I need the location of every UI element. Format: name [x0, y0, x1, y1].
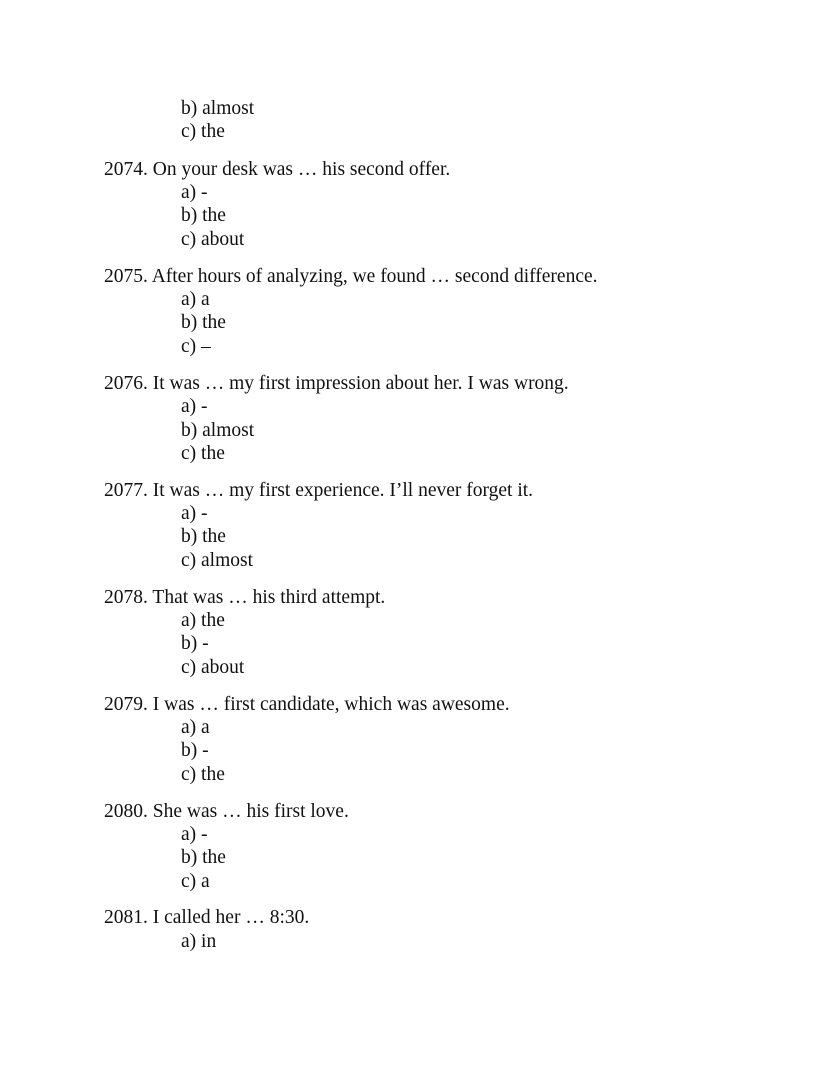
option-c [181, 335, 211, 358]
option-letter: a) [181, 610, 197, 631]
option-text: - [202, 633, 209, 654]
option-text: the [201, 121, 225, 142]
option-text: the [202, 205, 226, 226]
question-text: On your desk was … his second offer. [152, 159, 451, 180]
option-text: almost [202, 98, 255, 119]
question-text: After hours of analyzing, we found … second difference. [151, 266, 598, 287]
option-letter: a) [181, 182, 197, 203]
question-text: I called her … 8:30. [152, 907, 310, 928]
option-letter: b) [181, 312, 198, 333]
question-number: 2079. [104, 694, 148, 715]
option-letter: a) [181, 289, 197, 310]
option-letter: c) [181, 657, 197, 678]
option-c [181, 549, 253, 572]
option-letter: c) [181, 443, 197, 464]
option-a [181, 395, 208, 418]
option-letter: c) [181, 764, 197, 785]
option-letter: c) [181, 336, 197, 357]
question-number: 2078. [104, 587, 148, 608]
option-letter: b) [181, 847, 198, 868]
option-letter: b) [181, 98, 198, 119]
question-2075 [104, 265, 598, 288]
option-letter: a) [181, 396, 197, 417]
option-letter: c) [181, 550, 197, 571]
question-2076 [104, 372, 569, 395]
question-2078 [104, 586, 385, 609]
question-text: It was … my first experience. I’ll never forget it. [152, 480, 534, 501]
option-text: almost [201, 550, 254, 571]
option-letter: a) [181, 931, 197, 952]
option-b [181, 204, 226, 227]
option-c [181, 442, 225, 465]
option-b [181, 739, 209, 762]
option-letter: c) [181, 121, 197, 142]
option-b [181, 97, 254, 120]
option-b [181, 419, 254, 442]
option-text: the [201, 764, 225, 785]
option-text: a [201, 289, 210, 310]
question-text: She was … his first love. [152, 801, 349, 822]
question-text: It was … my first impression about her. I was wrong. [152, 373, 569, 394]
option-c [181, 228, 244, 251]
option-text: the [201, 610, 225, 631]
option-letter: b) [181, 740, 198, 761]
option-text: - [202, 740, 209, 761]
option-letter: c) [181, 871, 197, 892]
question-2077 [104, 479, 533, 502]
option-b [181, 632, 209, 655]
option-a [181, 823, 208, 846]
option-a [181, 502, 208, 525]
option-c [181, 656, 244, 679]
question-2080 [104, 800, 349, 823]
question-text: That was … his third attempt. [152, 587, 386, 608]
question-2079 [104, 693, 510, 716]
question-number: 2080. [104, 801, 148, 822]
option-a [181, 609, 225, 632]
option-text: – [201, 336, 211, 357]
option-a [181, 930, 216, 953]
option-text: the [201, 443, 225, 464]
option-letter: a) [181, 824, 197, 845]
option-b [181, 846, 226, 869]
option-letter: b) [181, 205, 198, 226]
question-number: 2075. [104, 266, 148, 287]
option-text: - [201, 182, 208, 203]
option-text: about [201, 229, 245, 250]
question-number: 2081. [104, 907, 148, 928]
question-2081 [104, 906, 309, 929]
option-text: - [201, 824, 208, 845]
option-letter: c) [181, 229, 197, 250]
option-text: the [202, 312, 226, 333]
option-a [181, 181, 208, 204]
option-a [181, 716, 210, 739]
option-letter: b) [181, 633, 198, 654]
question-number: 2077. [104, 480, 148, 501]
option-text: the [202, 847, 226, 868]
option-text: a [201, 871, 210, 892]
question-number: 2074. [104, 159, 148, 180]
option-text: in [201, 931, 217, 952]
option-letter: a) [181, 717, 197, 738]
option-text: the [202, 526, 226, 547]
question-text: I was … first candidate, which was awesome. [152, 694, 510, 715]
option-letter: b) [181, 526, 198, 547]
option-c [181, 763, 225, 786]
option-b [181, 311, 226, 334]
option-text: almost [202, 420, 255, 441]
question-number: 2076. [104, 373, 148, 394]
option-b [181, 525, 226, 548]
question-2074 [104, 158, 450, 181]
option-text: a [201, 717, 210, 738]
option-c [181, 870, 210, 893]
option-text: about [201, 657, 245, 678]
option-letter: a) [181, 503, 197, 524]
option-letter: b) [181, 420, 198, 441]
option-text: - [201, 396, 208, 417]
option-text: - [201, 503, 208, 524]
option-c [181, 120, 225, 143]
option-a [181, 288, 210, 311]
